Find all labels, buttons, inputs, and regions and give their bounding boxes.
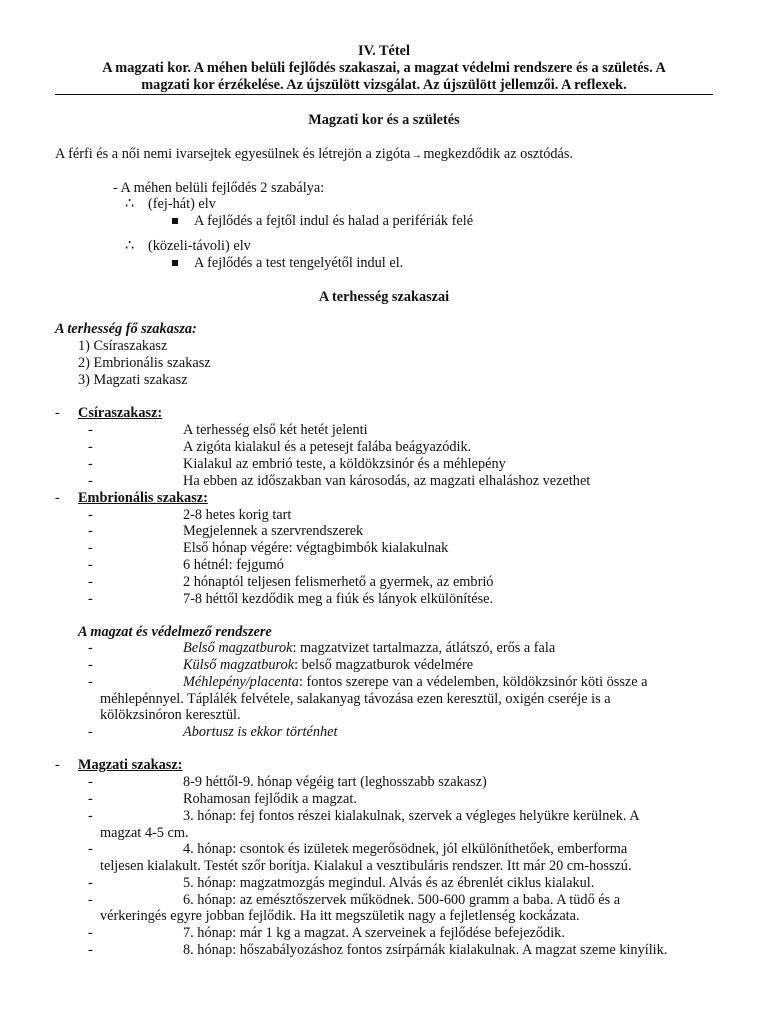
- intro-text-after-arrow: megkezdődik az osztódás.: [423, 146, 573, 162]
- therefore-icon: ∴: [125, 196, 135, 212]
- square-bullet-icon: [172, 260, 178, 266]
- dash-marker: -: [88, 574, 93, 590]
- magzati-continuation: vérkeringés egyre jobban fejlődik. Ha itt megszületik nagy a fejletlenség kockázata.: [100, 908, 580, 924]
- intro-text-before-arrow: A férfi és a női nemi ivarsejtek egyesülnek és létrejön a zigóta: [55, 146, 411, 162]
- header-divider: [55, 94, 713, 95]
- magzati-item: 5. hónap: magzatmozgás megindul. Alvás és az ébrenlét ciklus kialakul.: [183, 875, 595, 891]
- rule-1-label: (fej-hát) elv: [148, 196, 216, 212]
- main-stages-title: A terhesség fő szakasza:: [55, 321, 197, 337]
- right-arrow-icon: →: [411, 149, 423, 161]
- dash-marker: -: [88, 724, 93, 740]
- csira-item: A zigóta kialakul és a petesejt falába beágyazódik.: [183, 439, 472, 455]
- dash-marker: -: [88, 473, 93, 489]
- magzati-item: 8-9 héttől-9. hónap végéig tart (leghosszabb szakasz): [183, 774, 487, 790]
- dash-marker: -: [55, 757, 60, 773]
- dash-marker: -: [88, 591, 93, 607]
- exam-subtitle-line-1: A magzati kor. A méhen belüli fejlődés szakaszai, a magzat védelmi rendszere és a születés. A: [102, 60, 666, 76]
- dash-marker: -: [88, 456, 93, 472]
- magzati-item: 7. hónap: már 1 kg a magzat. A szerveinek a fejlődése befejeződik.: [183, 925, 565, 941]
- rules-intro: - A méhen belüli fejlődés 2 szabálya:: [113, 180, 325, 196]
- exam-subtitle-line-2: magzati kor érzékelése. Az újszülött vizsgálat. Az újszülött jellemzői. A reflexek.: [141, 77, 627, 93]
- embrio-item: 7-8 héttől kezdődik meg a fiúk és lányok elkülönítése.: [183, 591, 494, 607]
- magzati-continuation: teljesen kialakult. Testét szőr borítja. Kialakul a vesztibuláris rendszer. Itt már 20 cm-hosszú.: [100, 858, 632, 874]
- magzati-title: Magzati szakasz:: [78, 757, 183, 773]
- dash-marker: -: [88, 640, 93, 656]
- mehlepeny-item: [183, 674, 648, 691]
- embrio-item: Megjelennek a szervrendszerek: [183, 523, 364, 539]
- csira-title: Csíraszakasz:: [78, 405, 163, 421]
- dash-marker: -: [88, 523, 93, 539]
- magzati-item: Rohamosan fejlődik a magzat.: [183, 791, 357, 807]
- dash-marker: -: [88, 875, 93, 891]
- csira-item: Kialakul az embrió teste, a köldökzsinór és a méhlepény: [183, 456, 506, 472]
- mehlepeny-continuation: méhlepénnyel. Táplálék felvétele, salakanyag távozása ezen keresztül, oxigén cseréje is a: [100, 691, 611, 707]
- magzati-item: 4. hónap: csontok és izületek megerősödnek, jól elkülöníthetőek, emberforma: [183, 841, 628, 857]
- exam-title: IV. Tétel: [358, 43, 410, 59]
- vedelem-title: A magzat és védelmező rendszere: [78, 624, 272, 640]
- square-bullet-icon: [172, 218, 178, 224]
- section-heading-magzati-kor: Magzati kor és a születés: [308, 112, 460, 128]
- embrio-title: Embrionális szakasz:: [78, 490, 208, 506]
- dash-marker: -: [88, 507, 93, 523]
- magzati-item: 8. hónap: hőszabályozáshoz fontos zsírpárnák kialakulnak. A magzat szeme kinyílik.: [183, 942, 668, 958]
- rule-1-detail: A fejlődés a fejtől indul és halad a perifériák felé: [194, 213, 474, 229]
- stage-item: 1) Csíraszakasz: [78, 338, 168, 354]
- kulso-term: Külső magzatburok: [183, 657, 295, 673]
- dash-marker: -: [88, 439, 93, 455]
- mehlepeny-term: Méhlepény/placenta: [183, 674, 299, 690]
- dash-marker: -: [88, 557, 93, 573]
- magzati-continuation: magzat 4-5 cm.: [100, 825, 189, 841]
- magzati-item: 6. hónap: az emésztőszervek működnek. 500-600 gramm a baba. A tüdő és a: [183, 892, 621, 908]
- rule-2-detail: A fejlődés a test tengelyétől indul el.: [194, 255, 404, 271]
- abortusz-item: Abortusz is ekkor történhet: [183, 724, 338, 740]
- dash-marker: -: [88, 674, 93, 690]
- dash-marker: -: [55, 405, 60, 421]
- belso-definition: : magzatvizet tartalmazza, átlátszó, erős a fala: [292, 640, 556, 656]
- dash-marker: -: [88, 540, 93, 556]
- dash-marker: -: [88, 808, 93, 824]
- dash-marker: -: [88, 657, 93, 673]
- embrio-item: 2 hónaptól teljesen felismerhető a gyermek, az embrió: [183, 574, 494, 590]
- rule-2-label: (közeli-távoli) elv: [148, 238, 251, 254]
- belso-term: Belső magzatburok: [183, 640, 293, 656]
- mehlepeny-continuation: kölökzsinóron keresztül.: [100, 707, 241, 723]
- stage-item: 2) Embrionális szakasz: [78, 355, 211, 371]
- dash-marker: -: [88, 791, 93, 807]
- kulso-magzatburok-item: [183, 657, 473, 674]
- csira-item: Ha ebben az időszakban van károsodás, az magzati elhaláshoz vezethet: [183, 473, 591, 489]
- kulso-definition: : belső magzatburok védelmére: [294, 657, 474, 673]
- dash-marker: -: [88, 422, 93, 438]
- stage-item: 3) Magzati szakasz: [78, 372, 188, 388]
- therefore-icon: ∴: [125, 238, 135, 254]
- csira-item: A terhesség első két hetét jelenti: [183, 422, 368, 438]
- dash-marker: -: [55, 490, 60, 506]
- embrio-item: 6 hétnél: fejgumó: [183, 557, 284, 573]
- dash-marker: -: [88, 942, 93, 958]
- dash-marker: -: [88, 841, 93, 857]
- section-heading-terhesseg: A terhesség szakaszai: [318, 289, 450, 305]
- magzati-item: 3. hónap: fej fontos részei kialakulnak, szervek a végleges helyükre kerülnek. A: [183, 808, 640, 824]
- belso-magzatburok-item: [183, 640, 555, 657]
- dash-marker: -: [88, 892, 93, 908]
- mehlepeny-definition: : fontos szerepe van a védelemben, köldökzsinór köti össze a: [298, 674, 648, 690]
- embrio-item: Első hónap végére: végtagbimbók kialakulnak: [183, 540, 449, 556]
- dash-marker: -: [88, 925, 93, 941]
- intro-sentence: [55, 146, 573, 164]
- embrio-item: 2-8 hetes korig tart: [183, 507, 292, 523]
- dash-marker: -: [88, 774, 93, 790]
